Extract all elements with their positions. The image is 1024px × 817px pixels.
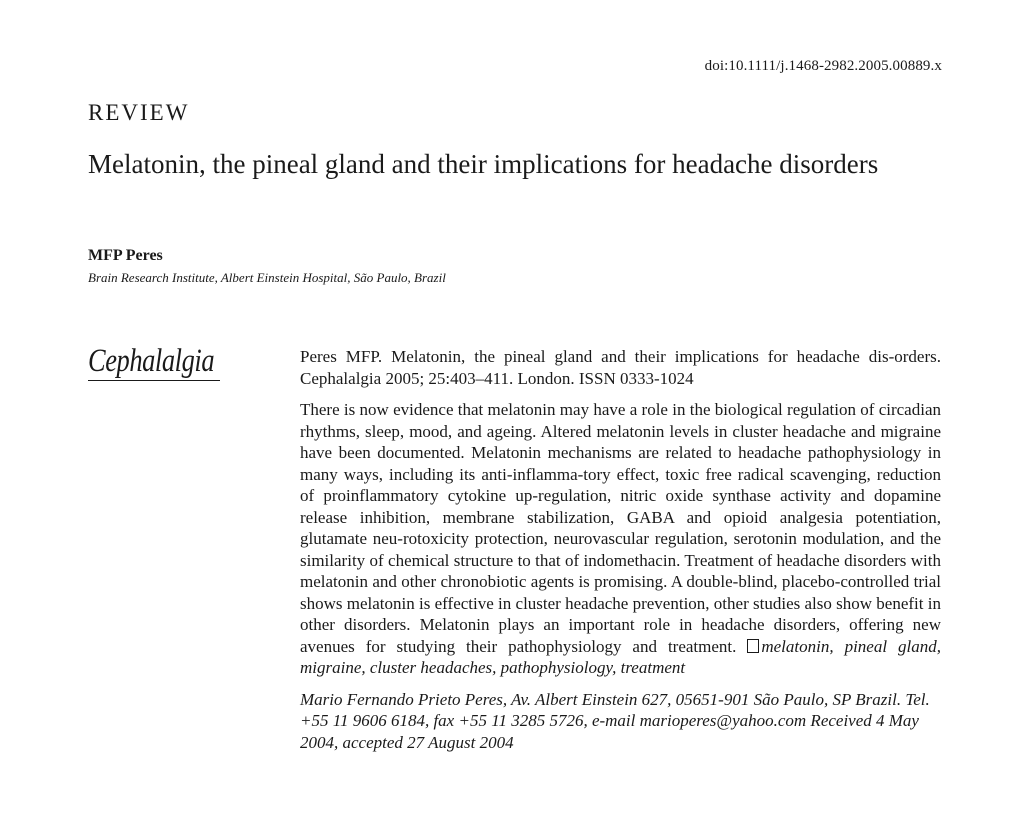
abstract-text: There is now evidence that melatonin may have a role in the biological regulation of circadian rhythms, sleep, mood, and ageing. Altered melatonin levels in cluster headache and migraine have been documented. Melatonin mechanisms are related to headache pathophysiology in many ways, including its anti-inflamma-tory effect, toxic free radical scavenging, reduction of proinflammatory cytokine up-regulation, nitric oxide synthase activity and dopamine release inhibition, membrane stabilization, GABA and opioid analgesia potentiation, glutamate neu-rotoxicity protection, neurovascular regulation, serotonin modulation, and the similarity of chemical structure to that of indomethacin. Treatment of headache disorders with melatonin and other chronobiotic agents is promising. A double-blind, placebo-controlled trial shows melatonin is effective in cluster headache prevention, other studies also show benefit in other disorders. Melatonin plays an important role in headache disorders, offering new avenues for studying their pathophysiology and treatment.	[300, 400, 941, 656]
article-title: Melatonin, the pineal gland and their implications for headache disorders	[88, 149, 879, 179]
journal-logo: Cephalalgia	[88, 342, 220, 381]
correspondence: Mario Fernando Prieto Peres, Av. Albert Einstein 627, 05651-901 São Paulo, SP Brazil. Tel. +55 11 9606 6184, fax +55 11 3285 5726, e-mail marioperes@yahoo.com Received 4 May 2004, accepted 27 August 2004	[300, 689, 930, 752]
keyword-box-icon	[747, 639, 759, 653]
doi: doi:10.1111/j.1468-2982.2005.00889.x	[704, 58, 942, 74]
keywords: melatonin, pineal gland, migraine, cluster headaches, pathophysiology, treatment	[300, 636, 941, 677]
author: MFP Peres	[88, 247, 163, 264]
abstract-column	[300, 346, 941, 753]
section-label: REVIEW	[88, 100, 190, 125]
citation: Peres MFP. Melatonin, the pineal gland and their implications for headache dis-orders. Cephalalgia 2005; 25:403–411. London. ISSN 0333-1024	[300, 347, 941, 388]
affiliation: Brain Research Institute, Albert Einstein Hospital, São Paulo, Brazil	[88, 270, 446, 285]
abstract-block	[300, 399, 941, 679]
